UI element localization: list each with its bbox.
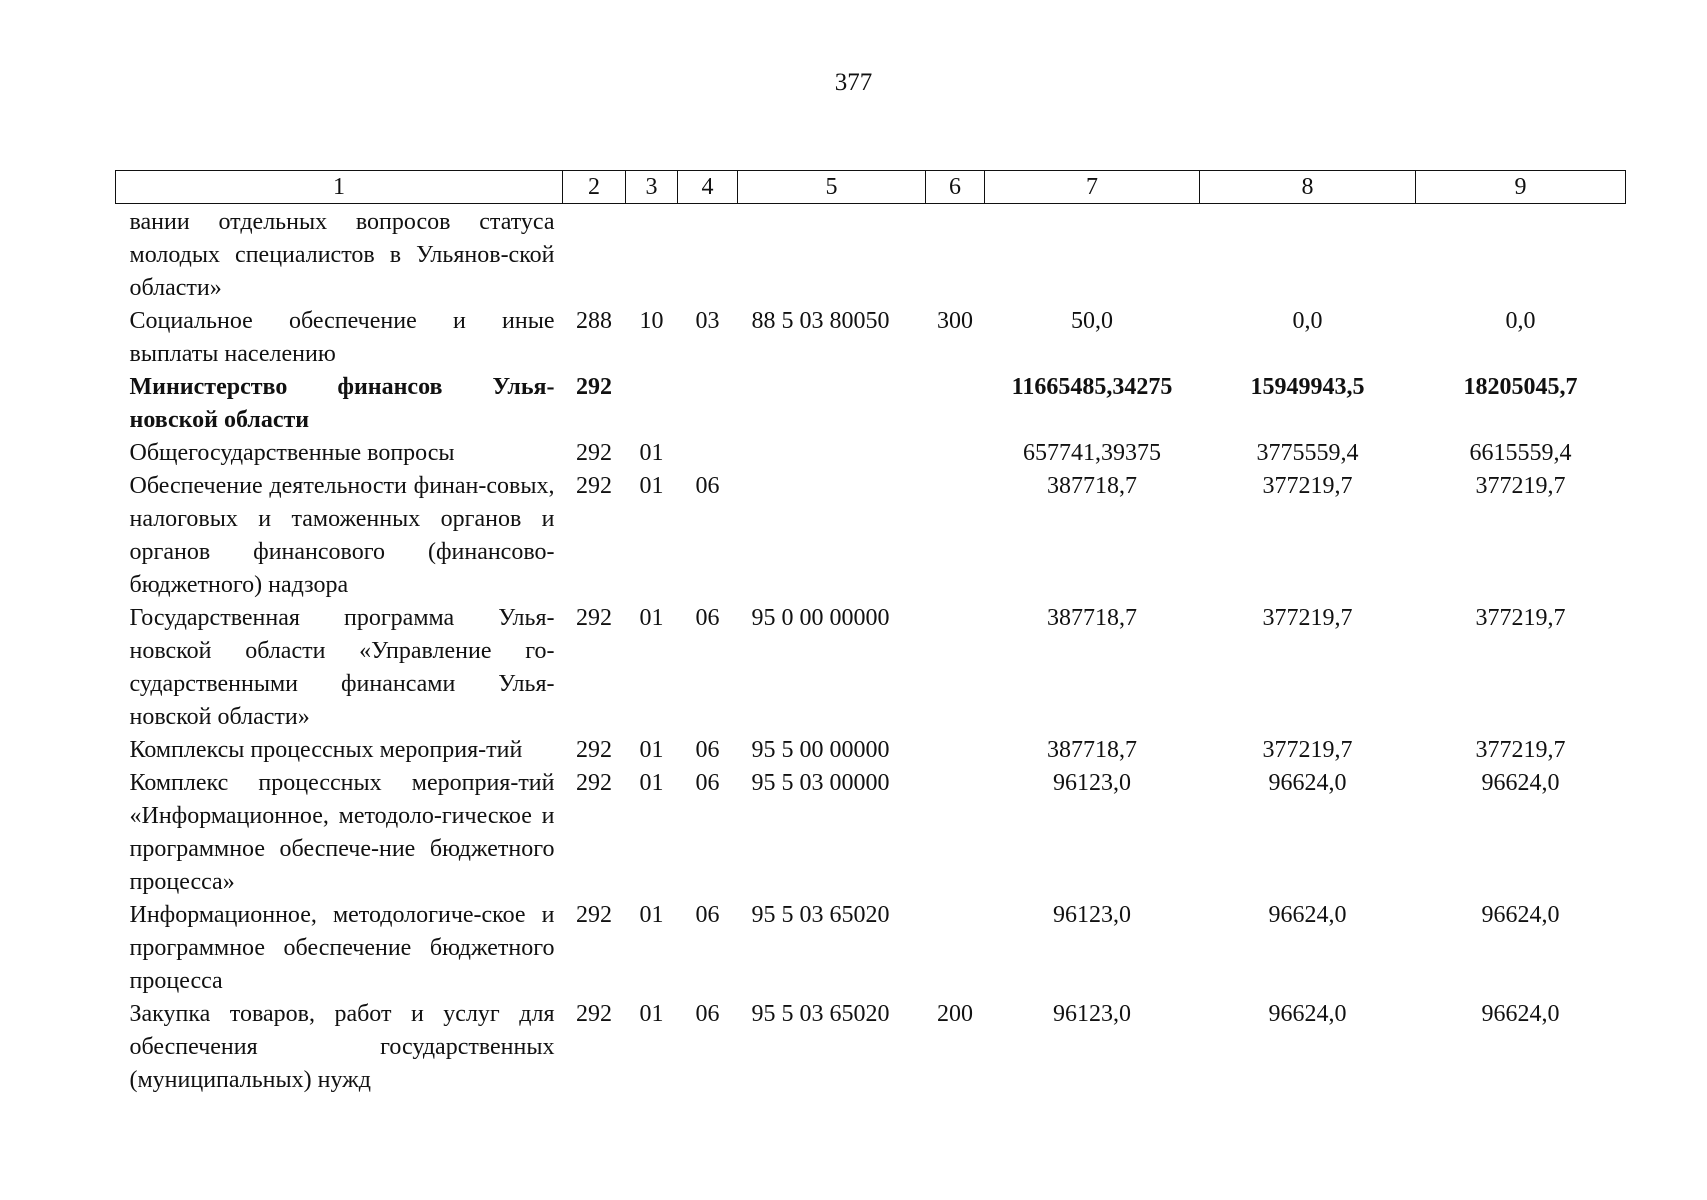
cell-c4: 06	[695, 770, 720, 796]
header-col-7: 7	[985, 171, 1200, 204]
cell-c9	[1416, 204, 1626, 306]
cell-c6	[926, 371, 985, 437]
cell-c3: 01	[639, 1001, 664, 1027]
header-col-5: 5	[738, 171, 926, 204]
header-col-6: 6	[926, 171, 985, 204]
cell-c9: 377219,7	[1475, 737, 1566, 763]
cell-c7: 657741,39375	[1023, 440, 1161, 466]
cell-c5: 95 0 00 00000	[751, 605, 890, 631]
cell-c2: 288	[576, 308, 612, 334]
cell-c8: 15949943,5	[1250, 374, 1365, 400]
cell-c5: 88 5 03 80050	[751, 308, 890, 334]
cell-c7: 11665485,34275	[1011, 374, 1173, 400]
cell-c7	[985, 204, 1200, 306]
cell-c8: 377219,7	[1262, 737, 1353, 763]
cell-c7: 387718,7	[1047, 473, 1137, 499]
cell-c8: 3775559,4	[1256, 440, 1359, 466]
cell-c8: 377219,7	[1262, 473, 1353, 499]
cell-c2: 292	[576, 374, 612, 400]
row-label: Социальное обеспечение и иные выплаты населению	[129, 308, 555, 367]
cell-c9: 377219,7	[1475, 605, 1566, 631]
cell-c4	[678, 204, 738, 306]
table-header	[116, 171, 1626, 204]
cell-c5	[738, 470, 926, 602]
cell-c6: 300	[937, 308, 973, 334]
cell-c6	[926, 767, 985, 899]
cell-c5	[738, 371, 926, 437]
cell-c6	[926, 899, 985, 998]
cell-c9: 96624,0	[1481, 1001, 1560, 1027]
cell-c3: 01	[639, 440, 664, 466]
cell-c8: 0,0	[1292, 308, 1323, 334]
cell-c8: 96624,0	[1268, 770, 1347, 796]
cell-c6: 200	[937, 1001, 973, 1027]
table-row	[116, 602, 1626, 734]
row-label: Общегосударственные вопросы	[129, 440, 455, 466]
table-row	[116, 767, 1626, 899]
cell-c6	[926, 437, 985, 470]
table-row	[116, 734, 1626, 767]
cell-c9: 6615559,4	[1469, 440, 1572, 466]
cell-c3	[626, 204, 678, 306]
header-col-3: 3	[626, 171, 678, 204]
cell-c8	[1200, 204, 1416, 306]
cell-c7: 96123,0	[1053, 1001, 1131, 1027]
cell-c5	[738, 437, 926, 470]
cell-c4	[678, 437, 738, 470]
cell-c2: 292	[576, 605, 612, 631]
cell-c6	[926, 602, 985, 734]
table-row	[116, 305, 1626, 371]
header-col-8: 8	[1200, 171, 1416, 204]
cell-c9: 96624,0	[1481, 770, 1560, 796]
cell-c5: 95 5 03 65020	[751, 1001, 890, 1027]
row-label: Закупка товаров, работ и услуг для обеспечения государственных (муниципальных) нужд	[129, 1001, 555, 1093]
table-row	[116, 204, 1626, 306]
cell-c2: 292	[576, 737, 612, 763]
cell-c7: 96123,0	[1053, 902, 1131, 928]
row-label: Министерство финансов Улья-новской области	[129, 374, 555, 433]
row-label: вании отдельных вопросов статуса молодых специалистов в Ульянов-ской области»	[129, 209, 555, 301]
row-label: Обеспечение деятельности финан-совых, налоговых и таможенных органов и органов финансового (финансово-бюджетного) надзора	[129, 473, 555, 598]
table-body	[116, 204, 1626, 1098]
table-row	[116, 998, 1626, 1097]
cell-c7: 387718,7	[1047, 605, 1137, 631]
cell-c6	[926, 204, 985, 306]
cell-c7: 387718,7	[1047, 737, 1137, 763]
cell-c3: 01	[639, 737, 664, 763]
cell-c3: 01	[639, 605, 664, 631]
cell-c9: 18205045,7	[1463, 374, 1578, 400]
cell-c2: 292	[576, 1001, 612, 1027]
cell-c2	[563, 204, 626, 306]
row-label: Информационное, методологиче-ское и программное обеспечение бюджетного процесса	[129, 902, 555, 994]
header-row	[116, 171, 1626, 204]
cell-c3: 01	[639, 902, 664, 928]
row-label: Государственная программа Улья-новской области «Управление го-сударственными финансами Улья-новской области»	[129, 605, 555, 730]
cell-c9: 0,0	[1505, 308, 1536, 334]
table-row	[116, 899, 1626, 998]
cell-c4: 03	[695, 308, 720, 334]
header-col-4: 4	[678, 171, 738, 204]
cell-c2: 292	[576, 440, 612, 466]
cell-c3: 01	[639, 770, 664, 796]
cell-c8: 96624,0	[1268, 902, 1347, 928]
cell-c7: 50,0	[1071, 308, 1113, 334]
cell-c2: 292	[576, 473, 612, 499]
budget-table	[115, 170, 1626, 1097]
header-col-9: 9	[1416, 171, 1626, 204]
cell-c5: 95 5 03 00000	[751, 770, 890, 796]
row-label: Комплекс процессных мероприя-тий «Информационное, методоло-гическое и программное обеспече-ние бюджетного процесса»	[129, 770, 555, 895]
header-col-2: 2	[563, 171, 626, 204]
cell-c3	[626, 371, 678, 437]
cell-c7: 96123,0	[1053, 770, 1131, 796]
cell-c3: 10	[639, 308, 664, 334]
page-number: 377	[834, 69, 873, 96]
header-col-1: 1	[116, 171, 563, 204]
cell-c2: 292	[576, 770, 612, 796]
cell-c3: 01	[639, 473, 664, 499]
cell-c5	[738, 204, 926, 306]
cell-c4: 06	[695, 737, 720, 763]
table-row	[116, 437, 1626, 470]
cell-c6	[926, 734, 985, 767]
cell-c4: 06	[695, 473, 720, 499]
cell-c9: 377219,7	[1475, 473, 1566, 499]
cell-c4: 06	[695, 605, 720, 631]
cell-c8: 96624,0	[1268, 1001, 1347, 1027]
cell-c2: 292	[576, 902, 612, 928]
cell-c4: 06	[695, 1001, 720, 1027]
table-row	[116, 470, 1626, 602]
cell-c9: 96624,0	[1481, 902, 1560, 928]
cell-c4: 06	[695, 902, 720, 928]
cell-c4	[678, 371, 738, 437]
cell-c6	[926, 470, 985, 602]
cell-c8: 377219,7	[1262, 605, 1353, 631]
row-label: Комплексы процессных мероприя-тий	[129, 737, 523, 763]
cell-c5: 95 5 03 65020	[751, 902, 890, 928]
table-row	[116, 371, 1626, 437]
cell-c5: 95 5 00 00000	[751, 737, 890, 763]
